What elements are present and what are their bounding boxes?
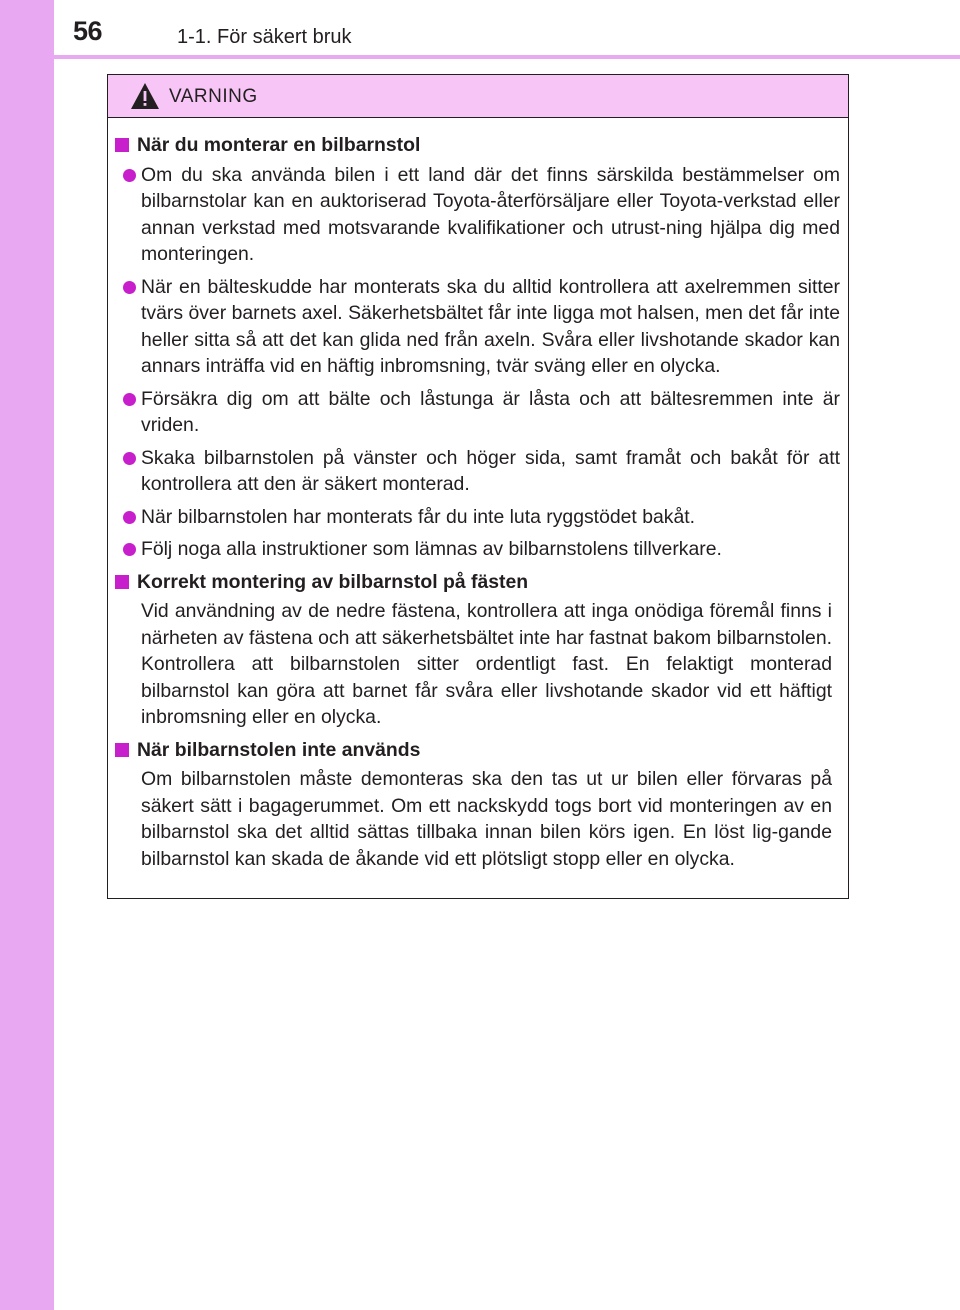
square-bullet-icon — [115, 138, 129, 152]
warning-box — [107, 74, 849, 899]
section-heading — [112, 132, 840, 159]
page-header — [0, 0, 960, 58]
bullet-text: När en bälteskudde har monterats ska du alltid kontrollera att axelremmen sitter tvärs över barnets axel. Säkerhetsbältet får inte ligga mot halsen, men det får inte heller sitta så att det kan glida ned från axeln. Svåra eller livshotande skador kan annars inträffa vid en häftig inbromsning, tvär sväng eller en olycka. — [141, 275, 840, 377]
header-rule — [54, 55, 960, 59]
bullet-text: Följ noga alla instruktioner som lämnas av bilbarnstolens tillverkare. — [141, 538, 722, 560]
heading-text: Korrekt montering av bilbarnstol på fästen — [137, 570, 529, 593]
square-bullet-icon — [115, 743, 129, 757]
warning-triangle-icon — [130, 82, 160, 110]
round-bullet-icon — [123, 543, 136, 556]
side-color-strip — [0, 0, 54, 1310]
round-bullet-icon — [123, 511, 136, 524]
round-bullet-icon — [123, 452, 136, 465]
square-bullet-icon — [115, 575, 129, 589]
bullet-item — [112, 445, 840, 498]
section-heading — [112, 569, 840, 596]
bullet-text: Försäkra dig om att bälte och låstunga är låsta och att bältesremmen inte är vriden. — [141, 387, 840, 436]
section-paragraph: Vid användning av de nedre fästena, kontrollera att inga onödiga föremål finns i närheten av fästena och att säkerhetsbältet inte har fastnat bakom bilbarnstolen. Kontrollera att bilbarnstolen sitter ordentligt fast. En felaktigt monterad bilbarnstol kan göra att barnet får svåra eller livshotande skador vid ett häftigt inbromsning eller en olycka. — [141, 600, 832, 728]
page-number: 56 — [73, 16, 103, 46]
bullet-item — [112, 536, 840, 563]
section-heading — [112, 737, 840, 764]
bullet-text: Skaka bilbarnstolen på vänster och höger sida, samt framåt och bakåt för att kontrollera att den är säkert monterad. — [141, 446, 840, 495]
warning-header — [108, 75, 848, 118]
round-bullet-icon — [123, 169, 136, 182]
heading-text: När du monterar en bilbarnstol — [137, 134, 421, 156]
bullet-item — [112, 386, 840, 439]
bullet-text: När bilbarnstolen har monterats får du inte luta ryggstödet bakåt. — [141, 505, 696, 528]
round-bullet-icon — [123, 393, 136, 406]
section-paragraph: Om bilbarnstolen måste demonteras ska den tas ut ur bilen eller förvaras på säkert sätt i bagagerummet. Om ett nackskydd togs bort vid monteringen av en bilbarnstol ska det alltid sättas tillbaka innan bilen körs igen. En löst lig-gande bilbarnstol kan skada de åkande vid ett plötsligt stopp eller en olycka. — [141, 768, 832, 870]
bullet-item — [112, 504, 840, 531]
warning-label: VARNING — [169, 86, 258, 107]
bullet-text: Om du ska använda bilen i ett land där det finns särskilda bestämmelser om bilbarnstolar kan en auktoriserad Toyota-återförsäljare eller Toyota-verkstad eller annan verkstad med motsvarande kvalifikationer och utrust-ning hjälpa dig med monteringen. — [141, 163, 840, 265]
section-title: 1-1. För säkert bruk — [177, 26, 352, 48]
round-bullet-icon — [123, 281, 136, 294]
bullet-item — [112, 162, 840, 268]
warning-body — [108, 118, 848, 872]
bullet-item — [112, 274, 840, 380]
heading-text: När bilbarnstolen inte används — [137, 738, 421, 761]
